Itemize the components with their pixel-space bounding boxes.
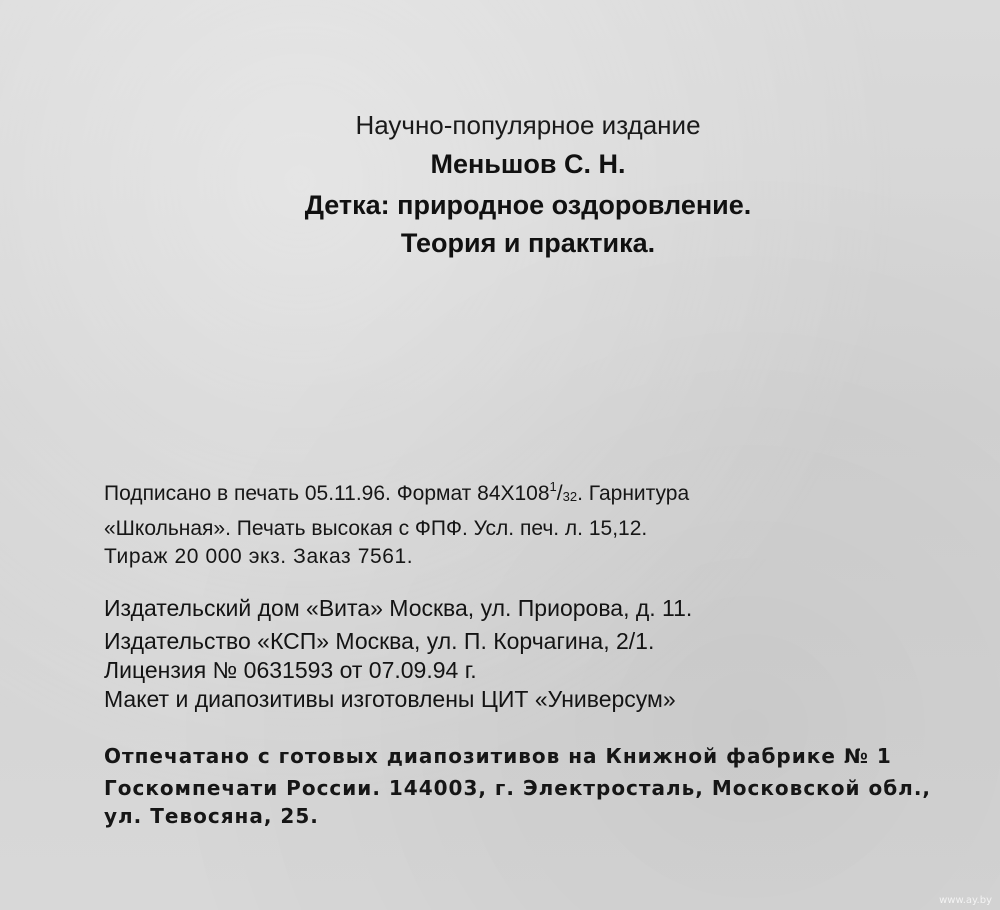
site-watermark: www.ay.by <box>939 895 992 906</box>
format-fraction-numerator: 1 <box>549 479 557 494</box>
author-name: Меньшов С. Н. <box>430 149 626 179</box>
publication-details-line-1 <box>104 481 689 507</box>
license-number: Лицензия № 0631593 от 07.09.94 г. <box>104 657 477 683</box>
book-title-line-2: Теория и практика. <box>400 228 656 258</box>
format-fraction-slash: / <box>556 482 563 505</box>
edition-type: Научно-популярное издание <box>355 110 701 140</box>
typeface-label: . Гарнитура <box>577 482 690 505</box>
publisher-vita: Издательский дом «Вита» Москва, ул. Приорова, д. 11. <box>104 595 693 621</box>
signing-and-format-text: Подписано в печать 05.11.96. Формат 84Х108 <box>104 482 550 505</box>
printing-house-line-3: ул. Тевосяна, 25. <box>104 804 319 828</box>
printing-house-line-2: Госкомпечати России. 144003, г. Электросталь, Московской обл., <box>104 776 932 800</box>
publication-details-line-2: «Школьная». Печать высокая с ФПФ. Усл. печ. л. 15,12. <box>104 517 648 540</box>
format-fraction-denominator: 32 <box>562 489 578 504</box>
printing-house-line-1: Отпечатано с готовых диапозитивов на Книжной фабрике № 1 <box>104 744 892 768</box>
print-run-and-order: Тираж 20 000 экз. Заказ 7561. <box>104 545 414 568</box>
book-title-line-1: Детка: природное оздоровление. <box>304 190 752 220</box>
publisher-ksp: Издательство «КСП» Москва, ул. П. Корчагина, 2/1. <box>104 628 655 654</box>
layout-credit: Макет и диапозитивы изготовлены ЦИТ «Универсум» <box>104 686 676 712</box>
